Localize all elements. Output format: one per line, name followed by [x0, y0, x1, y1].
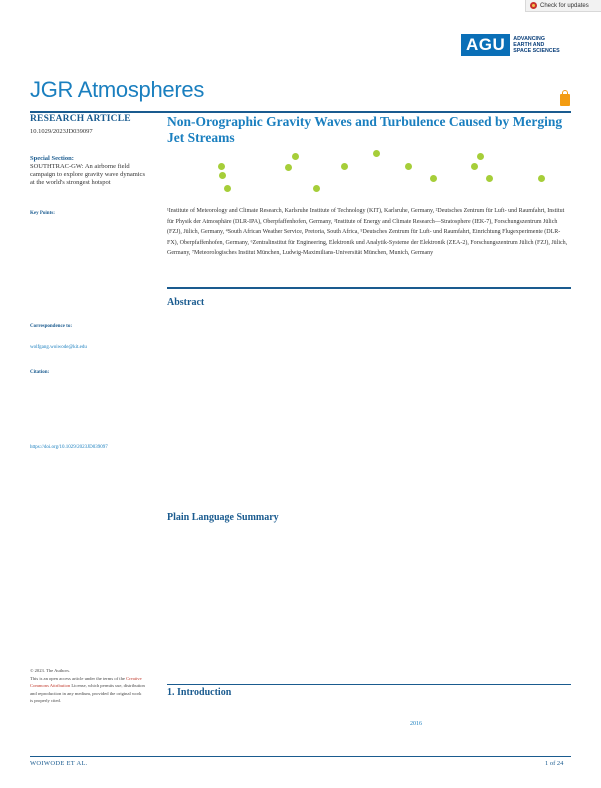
check-for-updates-label: Check for updates [540, 2, 589, 9]
orcid-icon[interactable] [405, 163, 412, 170]
article-title: Non-Orographic Gravity Waves and Turbulence Caused by Merging Jet Streams [167, 114, 563, 145]
orcid-icon[interactable] [341, 163, 348, 170]
plain-language-summary-heading: Plain Language Summary [167, 512, 279, 523]
affiliations-divider [167, 287, 571, 289]
orcid-icon[interactable] [471, 163, 478, 170]
orcid-icon[interactable] [373, 150, 380, 157]
orcid-icon[interactable] [477, 153, 484, 160]
footer-divider [30, 756, 571, 757]
agu-logo-mark: AGU [461, 34, 510, 56]
orcid-icon[interactable] [486, 175, 493, 182]
orcid-icon[interactable] [430, 175, 437, 182]
introduction-divider [167, 684, 571, 685]
special-section-text[interactable]: SOUTHTRAC-GW: An airborne field campaign to explore gravity wave dynamics at the world's strongest hotspot [30, 163, 145, 186]
orcid-icon[interactable] [219, 172, 226, 179]
license-notice: © 2023. The Authors. This is an open access article under the terms of the Creative Commons Attribution License, which permits use, distribution and reproduction in any medium, provided the original work is properly cited. [30, 668, 145, 703]
orcid-icon[interactable] [224, 185, 231, 192]
creative-commons-link[interactable]: Creative Commons Attribution [30, 675, 142, 688]
special-section-label: Special Section: [30, 155, 74, 162]
author-affiliations: ¹Institute of Meteorology and Climate Research, Karlsruhe Institute of Technology (KIT), Karlsruhe, Germany, ²Deutsches Zentrum für Luft- und Raumfahrt, Institut für Physik der Atmosphäre (DLR-IPA), Oberpfaffenhofen, Germany, ³Institute of Energy and Climate Research—Stratosphere (IEK-7), Forschungszentrum Jülich (FZJ), Jülich, Germany, ⁴South African Weather Service, Pretoria, South Africa, ⁵Deutsches Zentrum für Luft- und Raumfahrt, Einrichtung Flugexperimente (DLR-FX), Oberpfaffenhofen, Germany, ⁶Zentralinstitut für Engineering, Elektronik und Analytik-Systeme der Elektronik (ZEA-2), Forschungszentrum Jülich (FZJ), Jülich, Germany, ⁷Meteorologisches Institut München, Ludwig-Maximilians-Universität München, Munich, Germany [167, 208, 568, 256]
footer-authors: WOIWODE ET AL. [30, 760, 88, 767]
orcid-icon[interactable] [292, 153, 299, 160]
crossmark-icon [530, 2, 537, 9]
orcid-icon[interactable] [218, 163, 225, 170]
header-divider [30, 111, 571, 113]
correspondence-label: Correspondence to: [30, 324, 72, 329]
article-doi[interactable]: 10.1029/2023JD039097 [30, 128, 93, 135]
abstract-heading: Abstract [167, 297, 205, 308]
orcid-icon[interactable] [285, 164, 292, 171]
orcid-icon[interactable] [313, 185, 320, 192]
article-type: RESEARCH ARTICLE [30, 114, 131, 124]
open-access-icon [552, 94, 570, 108]
check-for-updates-badge[interactable] [525, 0, 601, 12]
footer-page-number: 1 of 24 [545, 760, 564, 767]
correspondence-email-link[interactable]: wolfgang.woiwode@kit.edu [30, 345, 87, 350]
copyright-line: © 2023. The Authors. [30, 668, 71, 673]
agu-logo[interactable] [461, 34, 560, 56]
agu-logo-tagline: ADVANCING EARTH AND SPACE SCIENCES [513, 36, 560, 54]
author-orcid-icons [215, 150, 555, 195]
key-points-label: Key Points: [30, 211, 55, 216]
introduction-heading: 1. Introduction [167, 687, 232, 698]
reference-link[interactable]: 2016 [410, 721, 422, 727]
journal-name: JGR Atmospheres [30, 77, 205, 102]
citation-label: Citation: [30, 370, 50, 375]
orcid-icon[interactable] [538, 175, 545, 182]
citation-doi-link[interactable]: https://doi.org/10.1029/2023JD039097 [30, 445, 108, 450]
